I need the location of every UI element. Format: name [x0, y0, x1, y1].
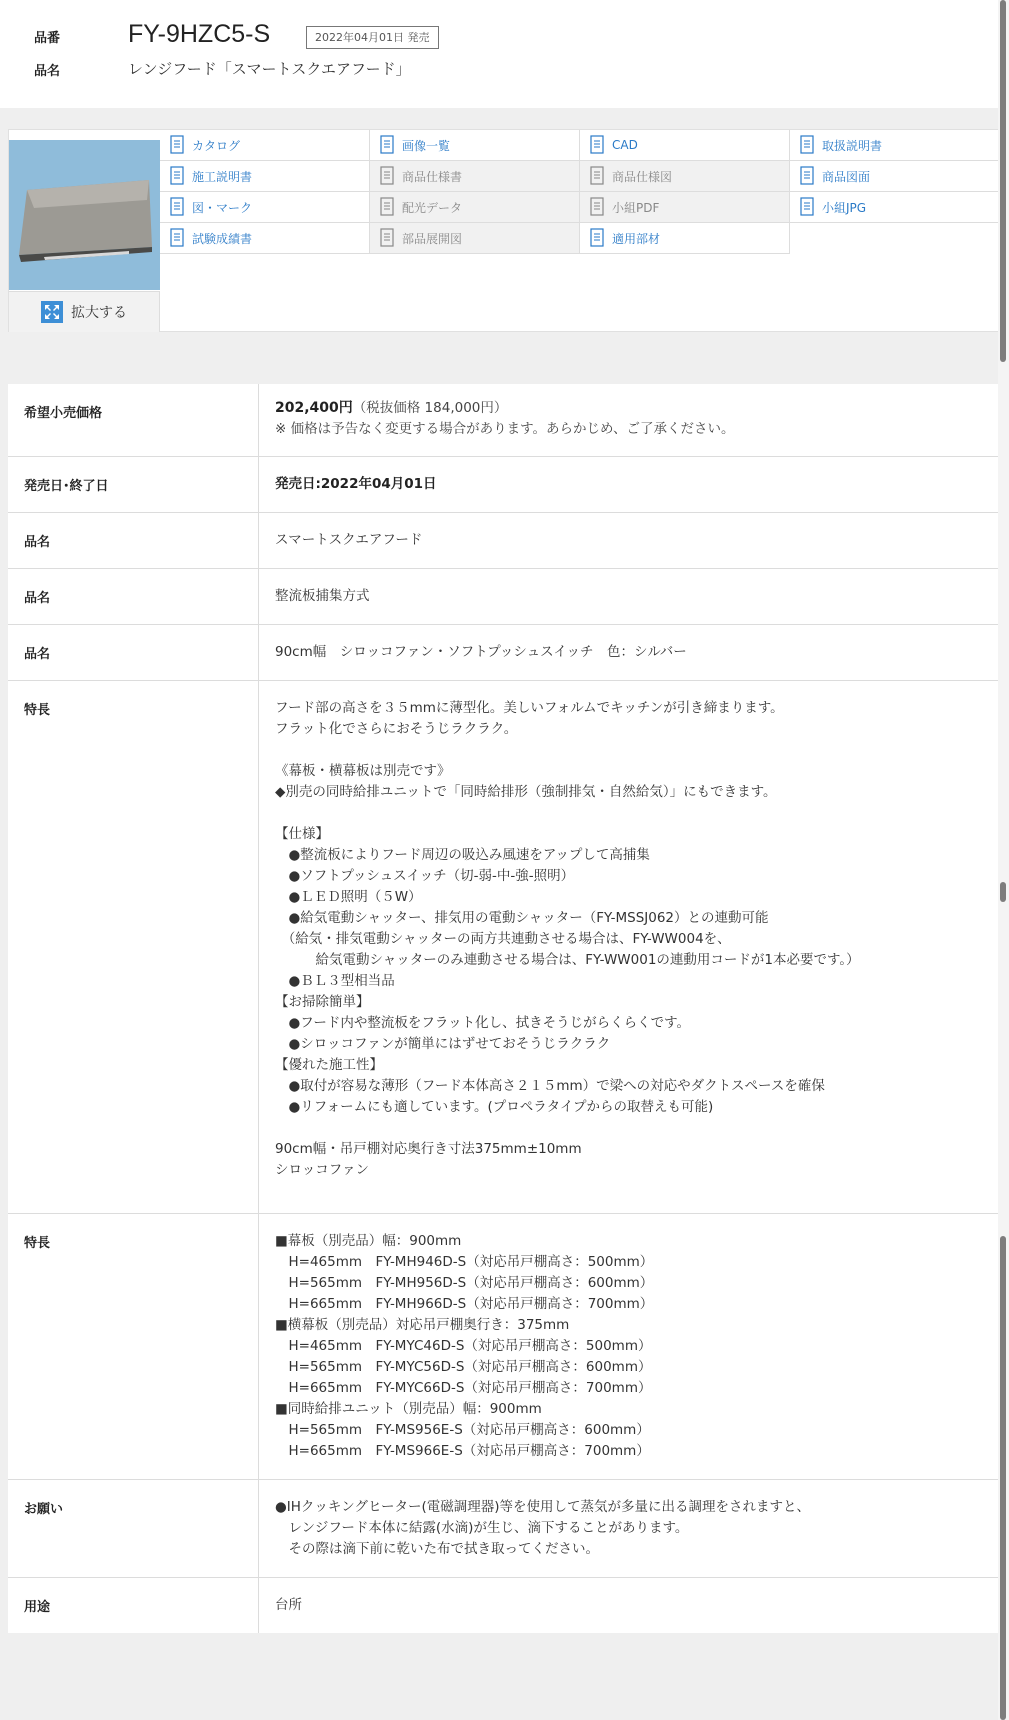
test-report-icon	[168, 228, 186, 248]
spec-row-name	[8, 625, 1001, 681]
spec-label: 品名	[8, 513, 259, 568]
expand-icon	[41, 301, 63, 323]
doc-link-label: 取扱説明書	[822, 138, 883, 153]
spec-label: 特長	[8, 1214, 259, 1479]
document-links-grid	[160, 130, 1000, 254]
spec-label: 用途	[8, 1578, 259, 1633]
spec-sheet-icon	[378, 166, 396, 186]
spec-label: 発売日･終了日	[8, 457, 259, 512]
zoom-button[interactable]	[9, 291, 160, 332]
doc-link-8[interactable]	[790, 161, 1000, 192]
spec-label: 希望小売価格	[8, 384, 259, 456]
materials-icon	[588, 228, 606, 248]
spec-row-name	[8, 513, 1001, 569]
document-panel	[8, 129, 1001, 332]
parts-icon	[378, 228, 396, 248]
cad-icon	[588, 135, 606, 155]
doc-link-13[interactable]	[160, 223, 370, 254]
spec-value-request: ●IHクッキングヒーター(電磁調理器)等を使用して蒸気が多量に出る調理をされますと、 レンジフード本体に結露(水滴)が生じ、滴下することがあります。 その際は滴下前に乾いた布で拭き取ってください。	[275, 1499, 810, 1557]
spec-row-release	[8, 457, 1001, 513]
doc-link-label: CAD	[612, 138, 638, 152]
scrollbar-thumb[interactable]	[1000, 882, 1006, 902]
mark-icon	[168, 197, 186, 217]
product-header	[0, 0, 1000, 108]
doc-link-4[interactable]	[790, 130, 1000, 161]
doc-link-label: 商品仕様書	[402, 169, 463, 184]
doc-link-label: 小組JPG	[822, 200, 867, 215]
doc-link-label: 試験成績書	[192, 231, 253, 246]
doc-link-label: 図・マーク	[192, 200, 253, 215]
spec-table	[8, 384, 1001, 1633]
doc-link-label: 施工説明書	[192, 169, 253, 184]
spec-drawing-icon	[588, 166, 606, 186]
doc-link-label: 商品図面	[822, 169, 871, 184]
spec-row-request	[8, 1480, 1001, 1578]
image-gallery-icon	[378, 135, 396, 155]
doc-link-label: 配光データ	[402, 200, 463, 215]
doc-link-15[interactable]	[580, 223, 790, 254]
spec-row-feature	[8, 1214, 1001, 1480]
spec-row-feature	[8, 681, 1001, 1214]
price-tax: （税抜価格 184,000円）	[352, 400, 508, 416]
doc-link-label: 部品展開図	[402, 231, 463, 246]
manual-icon	[798, 135, 816, 155]
spec-row-price	[8, 384, 1001, 457]
spec-value-use: 台所	[275, 1597, 302, 1613]
zoom-label: 拡大する	[71, 305, 127, 321]
doc-link-label: 商品仕様図	[612, 169, 673, 184]
spec-label: 品名	[8, 569, 259, 624]
doc-link-11	[580, 192, 790, 223]
product-code: FY-9HZC5-S	[128, 20, 271, 48]
doc-link-2[interactable]	[370, 130, 580, 161]
doc-link-6	[370, 161, 580, 192]
doc-link-label: カタログ	[192, 138, 241, 153]
spec-value-price	[259, 384, 1001, 456]
release-badge: 2022年04月01日 発売	[306, 26, 439, 49]
doc-link-3[interactable]	[580, 130, 790, 161]
product-name-label: 品名	[34, 64, 61, 79]
price-main: 202,400円	[275, 400, 353, 416]
jpg-icon	[798, 197, 816, 217]
book-icon	[168, 135, 186, 155]
product-code-label: 品番	[34, 31, 61, 46]
spec-value-name: スマートスクエアフード	[275, 532, 423, 548]
scrollbar-thumb[interactable]	[1000, 1236, 1006, 1720]
doc-link-10	[370, 192, 580, 223]
spec-row-name	[8, 569, 1001, 625]
doc-link-7	[580, 161, 790, 192]
doc-link-5[interactable]	[160, 161, 370, 192]
spec-label: 品名	[8, 625, 259, 680]
spec-value-name: 90cm幅 シロッコファン・ソフトプッシュスイッチ 色：シルバー	[275, 644, 687, 660]
spec-value-feature: フード部の高さを３５mmに薄型化。美しいフォルムでキッチンが引き締まります。 フラット化でさらにおそうじラクラク。 《幕板・横幕板は別売です》 ◆別売の同時給排ユニットで「同時給排形（強制排気・自然給気）」にもできます。 【仕様】 ●整流板によりフード周辺の吸込み風速をアップして高捕集 ●ソフトプッシュスイッチ（切-弱-中-強-照明） ●ＬＥＤ照明（５W） ●給気電動シャッター、排気用の電動シャッター（FY-MSSJ062）との連動可能 （給気・排気電動シャッターの両方共連動させる場合は、FY-WW004を、 給気電動シャッターのみ連動させる場合は、FY-WW001の連動用コードが1本必要です。） ●ＢＬ３型相当品 【お掃除簡単】 ●フード内や整流板をフラット化し、拭きそうじがらくらくです。 ●シロッコファンが簡単にはずせておそうじラクラク 【優れた施工性】 ●取付が容易な薄形（フード本体高さ２１５mm）で梁への対応やダクトスペースを確保 ●リフォームにも適しています。(プロペラタイプからの取替えも可能) 90cm幅・吊戸棚対応奥行き寸法375mm±10mm シロッコファン	[275, 700, 860, 1178]
price-note: ※ 価格は予告なく変更する場合があります。あらかじめ、ご了承ください。	[275, 421, 735, 437]
doc-link-12[interactable]	[790, 192, 1000, 223]
light-distribution-icon	[378, 197, 396, 217]
scrollbar-thumb[interactable]	[1000, 0, 1006, 362]
doc-link-9[interactable]	[160, 192, 370, 223]
doc-link-1[interactable]	[160, 130, 370, 161]
pdf-icon	[588, 197, 606, 217]
page-scrollbar[interactable]	[998, 0, 1009, 1720]
spec-label: 特長	[8, 681, 259, 1213]
product-image[interactable]	[9, 140, 160, 290]
spec-label: お願い	[8, 1480, 259, 1577]
spec-value-feature: ■幕板（別売品）幅：900mm H=465mm FY-MH946D-S（対応吊戸棚高さ：500mm） H=565mm FY-MH956D-S（対応吊戸棚高さ：600mm） H=665mm FY-MH966D-S（対応吊戸棚高さ：700mm） ■横幕板（別売品）対応吊戸棚奥行き：375mm H=465mm FY-MYC46D-S（対応吊戸棚高さ：500mm） H=565mm FY-MYC56D-S（対応吊戸棚高さ：600mm） H=665mm FY-MYC66D-S（対応吊戸棚高さ：700mm） ■同時給排ユニット（別売品）幅：900mm H=565mm FY-MS956E-S（対応吊戸棚高さ：600mm） H=665mm FY-MS966E-S（対応吊戸棚高さ：700mm）	[275, 1233, 654, 1459]
doc-link-label: 適用部材	[612, 231, 661, 246]
doc-link-14	[370, 223, 580, 254]
spec-value-name: 整流板捕集方式	[275, 588, 370, 604]
doc-link-label: 画像一覧	[402, 138, 451, 153]
document-icon	[168, 166, 186, 186]
spec-row-use	[8, 1578, 1001, 1633]
doc-link-label: 小組PDF	[612, 200, 660, 215]
product-name: レンジフード「スマートスクエアフード」	[128, 60, 411, 78]
spec-value-release: 発売日:2022年04月01日	[275, 476, 437, 492]
drawing-icon	[798, 166, 816, 186]
